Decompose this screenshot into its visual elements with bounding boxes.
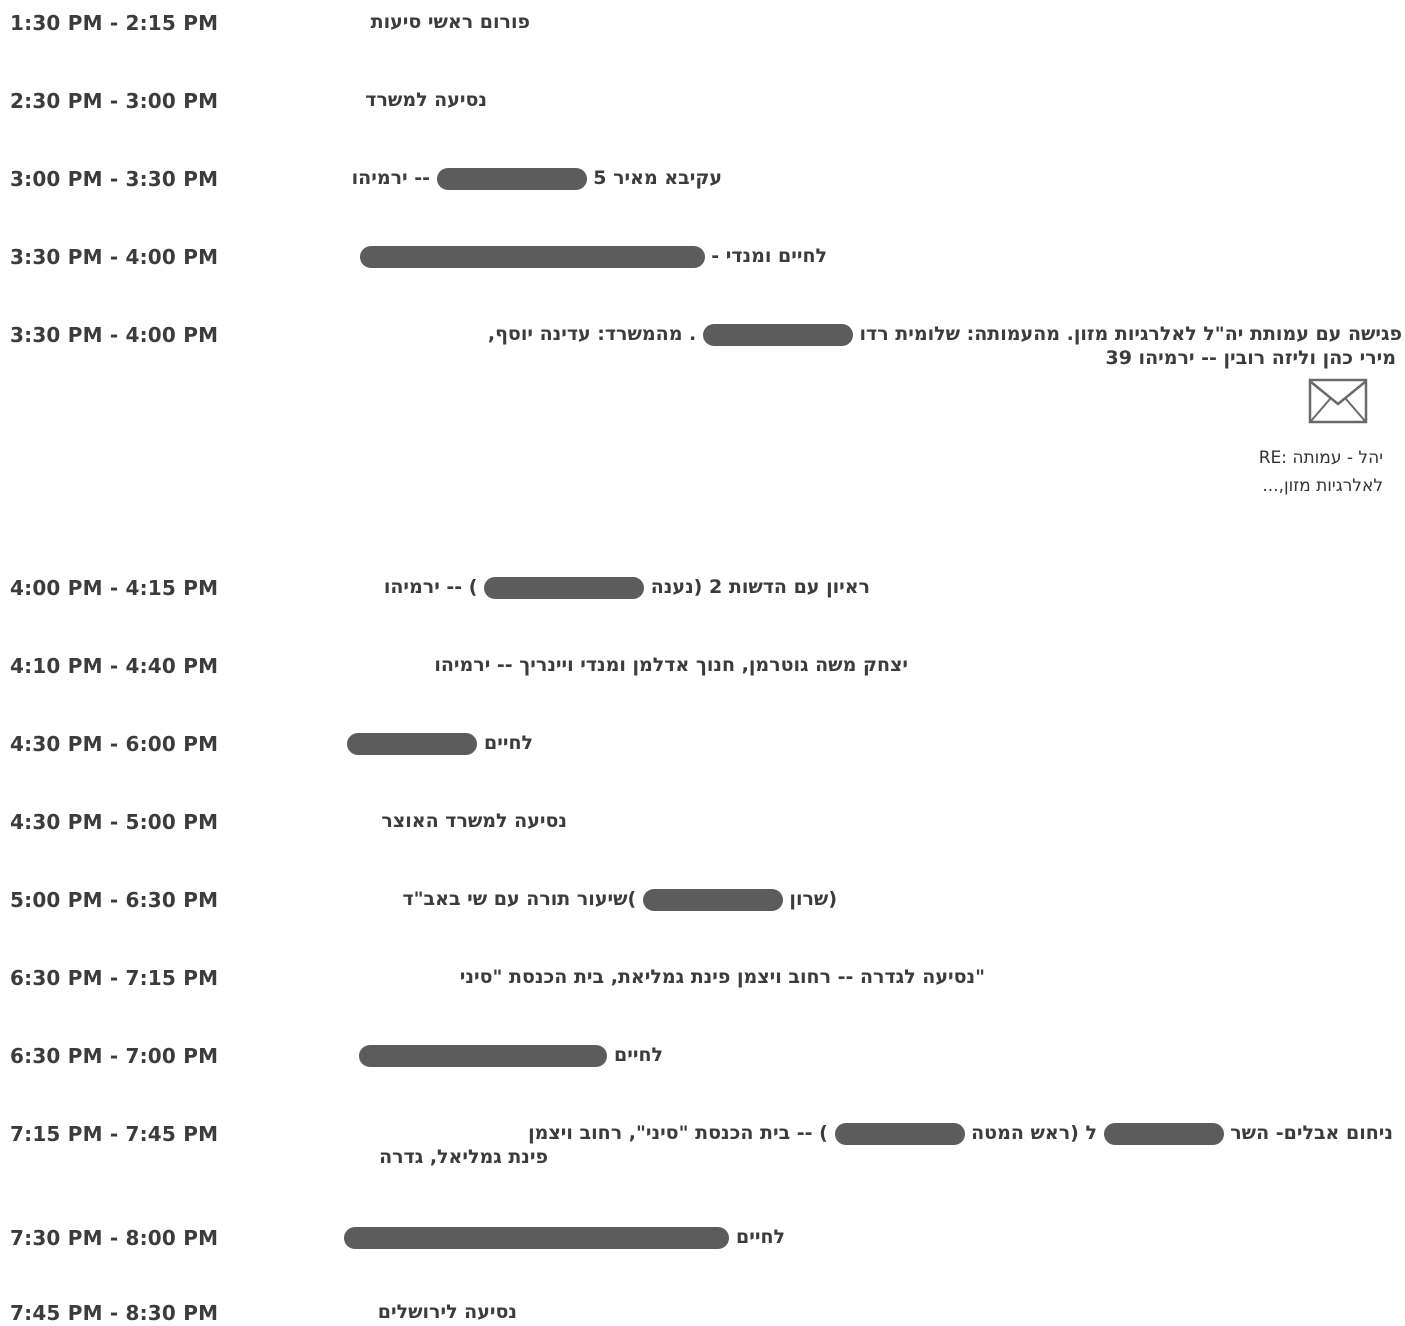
- entry-subject-text: )שיעור תורה עם שי באב"ד: [402, 888, 637, 910]
- entry-time: 3:30 PM - 4:00 PM: [10, 323, 219, 347]
- entry-time: 6:30 PM - 7:00 PM: [10, 1044, 219, 1068]
- redaction-mark: [347, 733, 477, 755]
- redaction-mark: [359, 1045, 607, 1067]
- entry-subject-text: לחיים: [614, 1044, 663, 1066]
- envelope-icon: [1308, 376, 1368, 426]
- entry-time: 7:15 PM - 7:45 PM: [10, 1122, 219, 1146]
- entry-subject-text: ל (ראש המטה: [971, 1122, 1097, 1144]
- entry-subject: [330, 965, 985, 989]
- redaction-mark: [835, 1123, 965, 1145]
- entry-subject-text: ) -- ירמיהו: [383, 576, 478, 598]
- attachment-label: [1225, 444, 1395, 500]
- entry-subject: [330, 1300, 517, 1324]
- entry-subject: [330, 166, 722, 190]
- redaction-mark: [360, 246, 705, 268]
- entry-subject-text: עקיבא מאיר 5: [593, 167, 722, 189]
- entry-time: 7:45 PM - 8:30 PM: [10, 1301, 219, 1325]
- entry-subject: [330, 1121, 1393, 1169]
- entry-subject: [330, 731, 533, 755]
- redaction-mark: [1104, 1123, 1224, 1145]
- entry-subject-text: (שרון: [789, 888, 837, 910]
- entry-subject-text: יצחק משה גוטרמן, חנוך אדלמן ומנדי ויינריך -- ירמיהו: [434, 654, 908, 676]
- entry-subject: [330, 809, 567, 833]
- entry-subject: [330, 244, 827, 268]
- email-attachment[interactable]: [1225, 376, 1395, 500]
- entry-time: 3:00 PM - 3:30 PM: [10, 167, 219, 191]
- entry-subject-line: פינת גמליאל, גדרה: [379, 1146, 548, 1168]
- entry-time: 4:10 PM - 4:40 PM: [10, 654, 219, 678]
- entry-subject: [330, 887, 837, 911]
- entry-time: 6:30 PM - 7:15 PM: [10, 966, 219, 990]
- redaction-mark: [643, 889, 783, 911]
- entry-time: 1:30 PM - 2:15 PM: [10, 11, 219, 35]
- entry-subject-text: פורום ראשי סיעות: [370, 11, 530, 33]
- entry-time: 3:30 PM - 4:00 PM: [10, 245, 219, 269]
- attachment-label-line: לאלרגיות מזון,...: [1262, 476, 1383, 496]
- entry-subject-text: נסיעה למשרד האוצר: [381, 810, 567, 832]
- entry-subject: [330, 1225, 785, 1249]
- entry-subject: [330, 1043, 663, 1067]
- entry-subject-text: לחיים ומנדי -: [711, 245, 827, 267]
- entry-subject-line: [330, 322, 1402, 346]
- entry-time: 4:30 PM - 5:00 PM: [10, 810, 219, 834]
- entry-subject-text: ראיון עם הדשות 2 (נענה: [650, 576, 870, 598]
- entry-subject-text: נסיעה לירושלים: [377, 1301, 517, 1323]
- entry-subject: [330, 10, 530, 34]
- entry-subject: [330, 653, 908, 677]
- entry-time: 2:30 PM - 3:00 PM: [10, 89, 219, 113]
- redaction-mark: [703, 324, 853, 346]
- entry-subject: [330, 575, 870, 599]
- redaction-mark: [437, 168, 587, 190]
- entry-subject-line: [330, 1121, 1393, 1145]
- entry-subject-text: ) -- בית הכנסת "סיני", רחוב ויצמן: [528, 1122, 828, 1144]
- entry-subject-text: ניחום אבלים- השר: [1230, 1122, 1393, 1144]
- entry-subject-text: . מהמשרד: עדינה יוסף,: [487, 323, 697, 345]
- redaction-mark: [484, 577, 644, 599]
- entry-subject: [330, 88, 487, 112]
- entry-time: 4:00 PM - 4:15 PM: [10, 576, 219, 600]
- entry-subject-text: פגישה עם עמותת יה"ל לאלרגיות מזון. מהעמותה: שלומית רדו: [859, 323, 1402, 345]
- entry-subject-line: מירי כהן וליזה רובין -- ירמיהו 39: [1105, 347, 1396, 369]
- attachment-label-line: יהל - עמותה :RE: [1258, 448, 1383, 468]
- redaction-mark: [344, 1227, 729, 1249]
- entry-subject-text: לחיים: [736, 1226, 785, 1248]
- entry-subject-text: -- ירמיהו: [351, 167, 430, 189]
- entry-time: 5:00 PM - 6:30 PM: [10, 888, 219, 912]
- entry-subject-text: נסיעה למשרד: [365, 89, 487, 111]
- entry-time: 4:30 PM - 6:00 PM: [10, 732, 219, 756]
- entry-subject-text: "נסיעה לגדרה -- רחוב ויצמן פינת גמליאת, בית הכנסת "סיני: [459, 966, 985, 988]
- entry-subject-text: לחיים: [484, 732, 533, 754]
- entry-subject: [330, 322, 1402, 370]
- entry-time: 7:30 PM - 8:00 PM: [10, 1226, 219, 1250]
